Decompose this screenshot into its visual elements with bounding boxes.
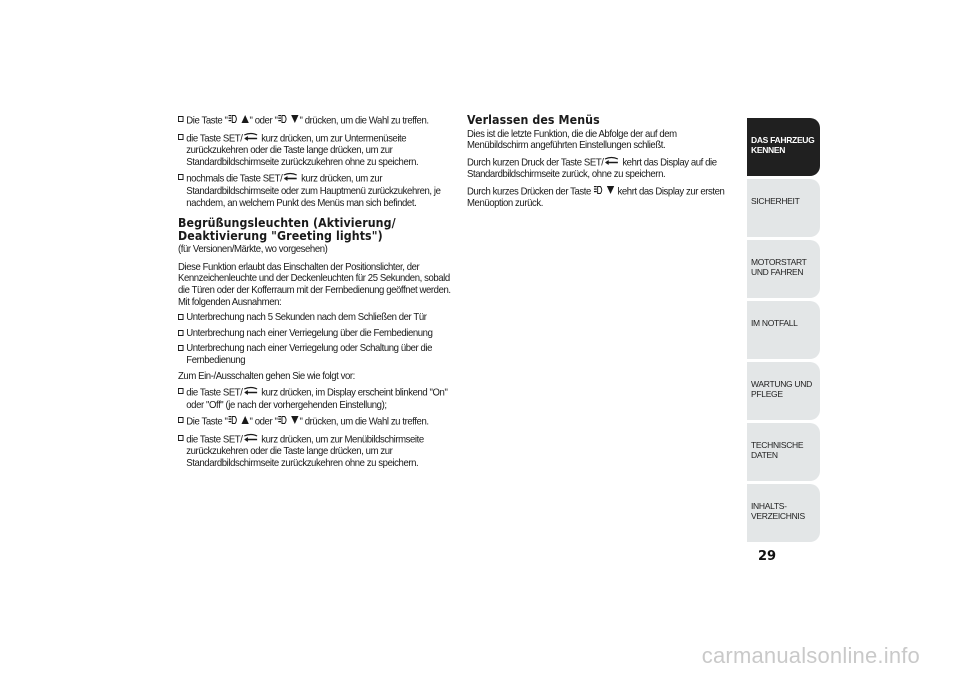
checkbox-bullet-icon: [178, 345, 184, 351]
text-run: kurz drücken, um zur Standardbildschirmseite oder zum Hauptmenü zurückzukehren, je nachdem, an welchem Punkt des Menüs man sich befindet.: [186, 173, 441, 209]
checkbox-bullet-icon: [178, 116, 184, 122]
set-return-arrow-icon: [242, 132, 259, 146]
set-return-arrow-icon: [242, 386, 259, 400]
left-column: [178, 114, 454, 474]
text-run: Die Taste ": [186, 416, 228, 428]
text-run: Die Taste ": [186, 115, 228, 127]
text-run: Unterbrechung nach 5 Sekunden nach dem Schließen der Tür: [186, 312, 427, 324]
chapter-tab-label: WARTUNG UND PFLEGE: [751, 379, 812, 399]
chapter-tab-im-notfall[interactable]: [747, 301, 820, 359]
text-run: die Taste SET/: [186, 133, 243, 145]
menu-down-button-icon: [593, 185, 615, 199]
text-run: " drücken, um die Wahl zu treffen.: [299, 115, 429, 127]
paragraph: [467, 156, 727, 181]
availability-note: (für Versionen/Märkte, wo vorgesehen): [178, 244, 328, 256]
checkbox-list-item: [178, 343, 452, 366]
text-run: Unterbrechung nach einer Verriegelung oder Schaltung über die Fernbedienung: [186, 343, 433, 366]
checkbox-list-item: [178, 328, 452, 340]
checkbox-bullet-icon: [178, 314, 184, 320]
checkbox-bullet-icon: [178, 417, 184, 423]
text-run: kehrt das Display zur ersten Menüoption zurück.: [467, 186, 725, 210]
text-run: Dies ist die letzte Funktion, die die Abfolge der auf dem Menübildschirm angeführten Einstellungen schließt.: [467, 128, 677, 152]
chapter-tab-label: INHALTS- VERZEICHNIS: [751, 501, 805, 521]
text-run: " oder ": [249, 416, 278, 428]
menu-down-button-icon: [277, 415, 299, 429]
checkbox-bullet-icon: [178, 388, 184, 394]
chapter-tab-das-fahrzeug-kennen[interactable]: [747, 118, 820, 176]
exit-menu-paragraphs: [467, 129, 727, 211]
exit-menu-heading: Verlassen des Menüs: [467, 113, 600, 127]
checkbox-bullet-icon: [178, 330, 184, 336]
chapter-tab-technische-daten[interactable]: [747, 423, 820, 481]
chapter-tab-label: DAS FAHRZEUG KENNEN: [751, 135, 815, 155]
page-number: 29: [758, 549, 777, 564]
menu-down-button-icon: [277, 114, 299, 128]
menu-up-button-icon: [227, 415, 249, 429]
chapter-tab-inhalts-verzeichnis[interactable]: [747, 484, 820, 542]
chapter-tab-label: IM NOTFALL: [751, 318, 798, 328]
text-run: kurz drücken, um zur Menübildschirmseite zurückzukehren oder die Taste lange drücken, um zur Standardbildschirmseite zurückzukehren ohne zu speichern.: [186, 434, 424, 470]
top-steps-list: [178, 114, 452, 209]
text-run: kurz drücken, um zur Untermenüseite zurückzukehren oder die Taste lange drücken, um zur Standardbildschirmseite zurückzukehren ohne zu speichern.: [186, 133, 419, 168]
menu-up-button-icon: [227, 114, 249, 128]
text-run: " oder ": [249, 115, 278, 127]
text-run: Durch kurzes Drücken der Taste: [467, 186, 594, 198]
chapter-tabs: [747, 118, 820, 545]
chapter-tab-motorstart-und-fahren[interactable]: [747, 240, 820, 298]
steps-list: [178, 386, 452, 470]
text-run: Unterbrechung nach einer Verriegelung über die Fernbedienung: [186, 327, 433, 339]
set-return-arrow-icon: [282, 172, 299, 186]
left-text: [178, 114, 452, 470]
chapter-tab-wartung-und-pflege[interactable]: [747, 362, 820, 420]
chapter-tab-label: SICHERHEIT: [751, 196, 800, 206]
right-text: [467, 114, 727, 210]
watermark: carmanualsonline.info: [701, 643, 920, 668]
chapter-tab-label: MOTORSTART UND FAHREN: [751, 257, 807, 277]
chapter-tab-sicherheit[interactable]: [747, 179, 820, 237]
checkbox-list-item: [178, 433, 452, 470]
text-run: die Taste SET/: [186, 387, 243, 399]
checkbox-list-item: [178, 132, 452, 169]
checkbox-list-item: [178, 172, 452, 209]
text-run: kurz drücken, im Display erscheint blinkend "On" oder "Off" (je nach der vorhergehenden Einstellung);: [186, 387, 448, 411]
greeting-lights-heading: Begrüßungsleuchten (Aktivierung/ Deaktivierung "Greeting lights"): [178, 216, 396, 243]
checkbox-bullet-icon: [178, 134, 184, 140]
paragraph: [467, 185, 727, 210]
function-description: Diese Funktion erlaubt das Einschalten der Positionslichter, der Kennzeichenleuchte und der Deckenleuchten für 25 Sekunden, sobald die Türen oder der Kofferraum mit der Fernbedienung geöffnet werden. Mit folgenden Ausnahmen:: [178, 261, 451, 308]
set-return-arrow-icon: [242, 433, 259, 447]
checkbox-bullet-icon: [178, 174, 184, 180]
chapter-tab-label: TECHNISCHE DATEN: [751, 440, 804, 460]
exceptions-list: [178, 312, 452, 366]
right-column: [467, 114, 729, 214]
text-run: " drücken, um die Wahl zu treffen.: [299, 416, 429, 428]
checkbox-list-item: [178, 114, 452, 128]
text-run: kehrt das Display auf die Standardbildschirmseite zurück, ohne zu speichern.: [467, 157, 717, 181]
text-run: Durch kurzen Druck der Taste SET/: [467, 157, 604, 169]
set-return-arrow-icon: [604, 156, 621, 170]
text-run: die Taste SET/: [186, 434, 243, 446]
text-run: nochmals die Taste SET/: [186, 173, 283, 185]
checkbox-list-item: [178, 386, 452, 411]
checkbox-list-item: [178, 312, 452, 324]
steps-intro: Zum Ein-/Ausschalten gehen Sie wie folgt vor:: [178, 370, 355, 382]
checkbox-bullet-icon: [178, 435, 184, 441]
checkbox-list-item: [178, 415, 452, 429]
paragraph: [467, 129, 727, 152]
